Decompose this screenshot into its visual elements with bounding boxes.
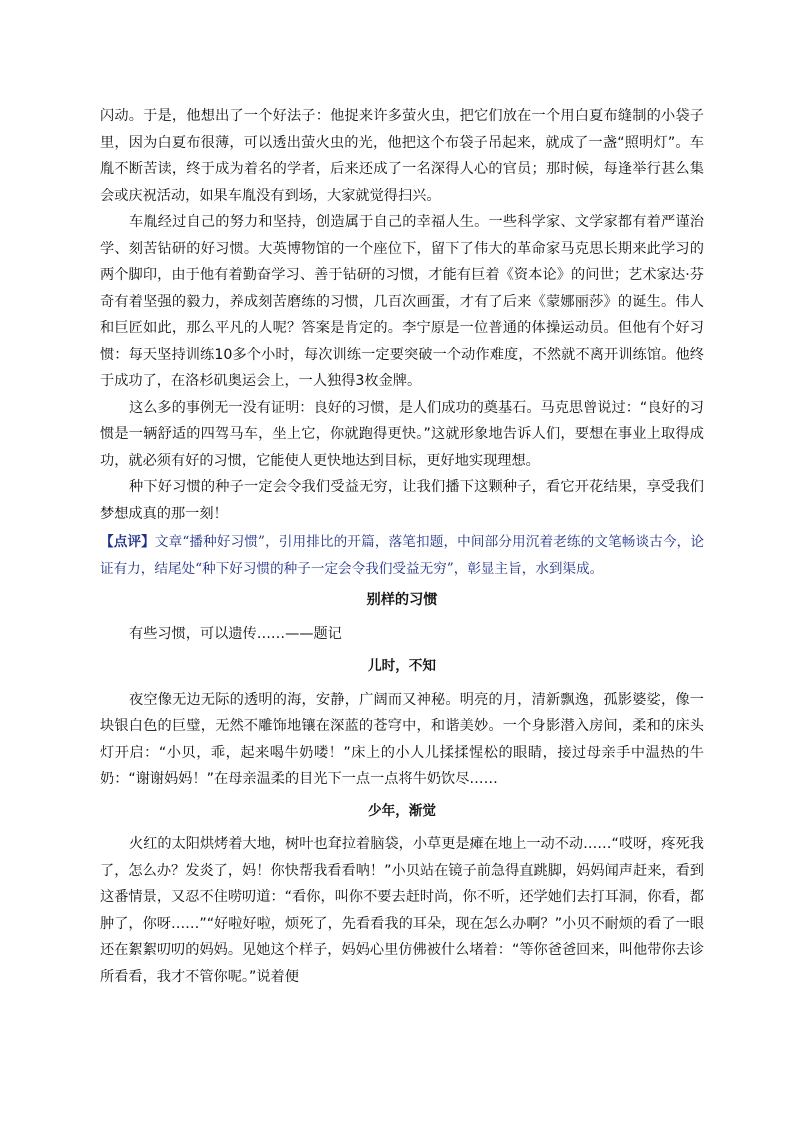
section-text-childhood: 夜空像无边无际的透明的海，安静，广阔而又神秘。明亮的月，清新飘逸，孤影婆娑，像一块银白色的巨璧，无然不雕饰地镶在深蓝的苍穹中，和谐美妙。一个身影潜入房间，柔和的床头灯开启：“小贝，乖，起来喝牛奶喽！”床上的小人儿揉揉惺松的眼睛，接过母亲手中温热的牛奶：“谢谢妈妈！”在母亲温柔的目光下一点一点将牛奶饮尽…… xyxy=(100,691,704,787)
review-comment xyxy=(100,529,704,582)
paragraph-examples: 车胤经过自己的努力和坚持，创造属于自己的幸福人生。一些科学家、文学家都有着严谨治学、刻苦钻研的好习惯。大英博物馆的一个座位下，留下了伟大的革命家马克思长期来此学习的两个脚印，由于他有着勤奋学习、善于钻研的习惯，才能有巨着《资本论》的问世；艺术家达·芬奇有着坚强的毅力，养成刻苦磨练的习惯，几百次画蛋，才有了后来《蒙娜丽莎》的诞生。伟人和巨匠如此，那么平凡的人呢？答案是肯定的。李宁原是一位普通的体操运动员。但他有个好习惯：每天坚持训练10多个小时，每次训练一定要突破一个动作难度，不然就不离开训练馆。他终于成功了，在洛杉矶奥运会上，一人独得3枚金牌。 xyxy=(100,214,704,389)
section-text-youth: 火红的太阳烘烤着大地，树叶也耷拉着脑袋，小草更是瘫在地上一动不动……“哎呀，疼死我了，怎么办？发炎了，妈！你快帮我看看呐！”小贝站在镜子前急得直跳脚，妈妈闻声赶来，看到这番情景，又忍不住唠叨道：“看你，叫你不要去赶时尚，你不听，还学她们去打耳洞，你看，都肿了，你呀……”“好啦好啦，烦死了，先看看我的耳朵，现在怎么办啊？”小贝不耐烦的看了一眼还在絮絮叨叨的妈妈。见她这个样子，妈妈心里仿佛被什么堵着：“等你爸爸回来，叫他带你去诊所看看，我才不管你呢。”说着便 xyxy=(100,836,704,985)
section-heading-youth: 少年，渐觉 xyxy=(368,802,436,819)
page-content xyxy=(100,103,704,990)
comment-tag: 【点评】 xyxy=(100,534,155,550)
paragraph-proof: 这么多的事例无一没有证明：良好的习惯，是人们成功的奠基石。马克思曾说过：“良好的习惯是一辆舒适的四驾马车，坐上它，你就跑得更快。”这就形象地告诉人们，要想在事业上取得成功，就必须有好的习惯，它能使人更快地达到目标，更好地实现理想。 xyxy=(100,399,704,469)
comment-text: 文章“播种好习惯”，引用排比的开篇，落笔扣题，中间部分用沉着老练的文笔畅谈古今，论证有力，结尾处“种下好习惯的种子一定会令我们受益无穷”，彰显主旨，水到渠成。 xyxy=(100,534,704,577)
paragraph-continued: 闪动。于是，他想出了一个好法子：他捉来许多萤火虫，把它们放在一个用白夏布缝制的小袋子里，因为白夏布很薄，可以透出萤火虫的光，他把这个布袋子吊起来，就成了一盏“照明灯”。车胤不断苦读，终于成为着名的学者，后来还成了一名深得人心的官员；那时候，每逢举行甚么集会或庆祝活动，如果车胤没有到场，大家就觉得扫兴。 xyxy=(100,108,704,204)
section-heading-childhood: 儿时，不知 xyxy=(368,658,436,674)
essay-title: 别样的习惯 xyxy=(366,592,438,608)
essay-epigraph: 有些习惯，可以遗传……——题记 xyxy=(129,625,342,642)
paragraph-conclusion: 种下好习惯的种子一定会令我们受益无穷，让我们播下这颗种子，看它开花结果，享受我们梦想成真的那一刻！ xyxy=(100,479,704,522)
